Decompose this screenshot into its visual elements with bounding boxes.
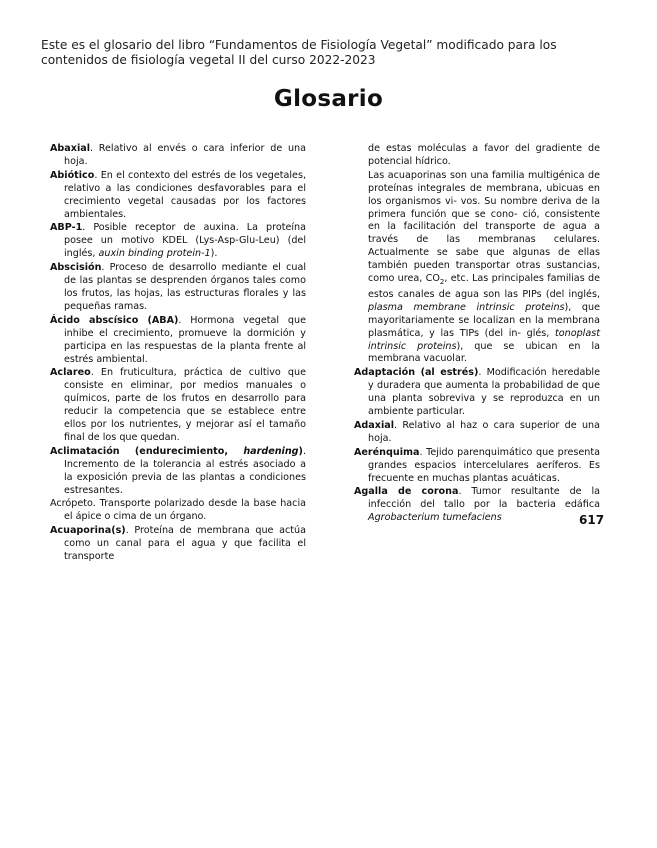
glossary-entry-abp1: [50, 222, 306, 261]
entry-term: Acuaporina(s): [50, 525, 126, 537]
entry-definition: . Tejido parenquimático que presenta grandes espacios intercelulares aeríferos. Es frecuente en muchas plantas acuáticas.: [368, 446, 600, 484]
entry-definition: . Relativo al envés o cara inferior de una hoja.: [64, 143, 306, 167]
glossary-entry-acropeto: [50, 498, 306, 524]
glossary-entry-aerenquima: [354, 447, 600, 486]
glossary-entry-abaxial: [50, 143, 306, 169]
glossary-entry-abscision: [50, 262, 306, 314]
glossary-entry-aba: [50, 315, 306, 367]
detail-text: ), que mayoritariamente se localizan en la membrana plasmática, y las TIPs (del in- glés,: [368, 301, 600, 339]
entry-term: Aclareo: [50, 367, 91, 379]
entry-term-end: ): [298, 445, 303, 457]
page-title: Glosario: [273, 86, 384, 112]
entry-italic: Agrobacterium tumefaciens: [368, 512, 502, 524]
entry-term: ABP-1: [50, 222, 83, 234]
entry-term: Agalla de corona: [354, 486, 459, 498]
glossary-entry-adaxial: [354, 420, 600, 446]
detail-text: Las acuaporinas son una familia multigénica de proteínas integrales de membrana, ubicuas en los organismos vi- vos. Su nombre deriva de la primera función que se cono- ció, consistente en la facilitación del transporte de agua a través de las membranas celulares. Actualmente se sabe que algunas de ellas también pueden transportar otras sustancias, como urea, CO: [368, 169, 600, 285]
entry-definition: . En el contexto del estrés de los vegetales, relativo a las condiciones desfavorables para el crecimiento vegetal causadas por los factores ambientales.: [64, 169, 306, 220]
detail-text: ), que se ubican en la membrana vacuolar.: [368, 340, 600, 365]
entry-definition: . Proteína de membrana que actúa como un canal para el agua y que facilita el transporte: [64, 525, 306, 563]
entry-term-italic: hardening: [243, 445, 299, 457]
detail-italic: plasma membrane intrinsic proteins: [368, 301, 565, 313]
entry-term: Abscisión: [50, 262, 102, 274]
entry-term: Adaxial: [354, 419, 395, 431]
detail-italic: tonoplast intrinsic proteins: [368, 327, 600, 352]
entry-definition: . En fruticultura, práctica de cultivo que consiste en eliminar, por medios manuales o químicos, parte de los frutos en desarrollo para reducir la competencia que se establece entre ellos por los nutrientes, y mejorar así el tamaño final de los que quedan.: [64, 367, 306, 443]
entry-term: Ácido abscísico (ABA): [50, 314, 179, 326]
co2-subscript: 2: [439, 277, 445, 286]
page-number: 617: [579, 513, 605, 527]
glossary-entry-agalla: [354, 486, 600, 525]
intro-note: Este es el glosario del libro “Fundamentos de Fisiología Vegetal” modificado para los contenidos de fisiología vegetal II del curso 2022-2023: [41, 38, 557, 67]
glossary-left-column: [50, 143, 306, 565]
acuaporina-detail: [354, 170, 600, 367]
entry-definition: Acrópeto. Transporte polarizado desde la base hacia el ápice o cima de un órgano.: [50, 498, 306, 523]
entry-term: Aerénquima: [354, 446, 420, 458]
entry-term: Abaxial: [50, 143, 91, 154]
glossary-right-column: [354, 143, 600, 526]
entry-term: Aclimatación (endurecimiento,: [50, 445, 244, 457]
entry-term: Abiótico: [50, 169, 95, 181]
entry-definition: . Incremento de la tolerancia al estrés asociado a la exposición previa de las plantas a condiciones estresantes.: [64, 445, 306, 496]
entry-definition: . Tumor resultante de la infección del tallo por la bacteria edáfica: [368, 486, 600, 511]
glossary-entry-abiotico: [50, 170, 306, 222]
entry-definition: . Proceso de desarrollo mediante el cual de las plantas se desprenden órganos tales como los frutos, las hojas, las estructuras florales y las pequeñas ramas.: [64, 262, 306, 312]
entry-term: Adaptación (al estrés): [354, 367, 479, 379]
entry-definition-end: ).: [210, 248, 218, 260]
entry-definition: . Posible receptor de auxina. La proteína posee un motivo KDEL (Lys-Asp-Glu-Leu) (del inglés,: [64, 222, 306, 260]
entry-definition: . Hormona vegetal que inhibe el crecimiento, promueve la dormición y participa en las respuestas de la planta frente al estrés ambiental.: [64, 314, 306, 365]
glossary-entry-acuaporina: [50, 525, 306, 564]
glossary-entry-adaptacion: [354, 367, 600, 419]
acuaporina-continuation: de estas moléculas a favor del gradiente de potencial hídrico.: [368, 143, 600, 167]
glossary-entry-aclimatacion: [50, 446, 306, 498]
entry-italic: auxin binding protein-1: [98, 248, 211, 260]
entry-definition: . Relativo al haz o cara superior de una hoja.: [368, 419, 600, 444]
glossary-entry-aclareo: [50, 367, 306, 444]
entry-definition: . Modificación heredable y duradera que aumenta la probabilidad de que una planta sobreviva y se reproduzca en un ambiente particular.: [368, 367, 600, 418]
detail-text: , etc. Las principales familias de estos canales de agua son las PIPs (del inglés,: [368, 273, 601, 300]
